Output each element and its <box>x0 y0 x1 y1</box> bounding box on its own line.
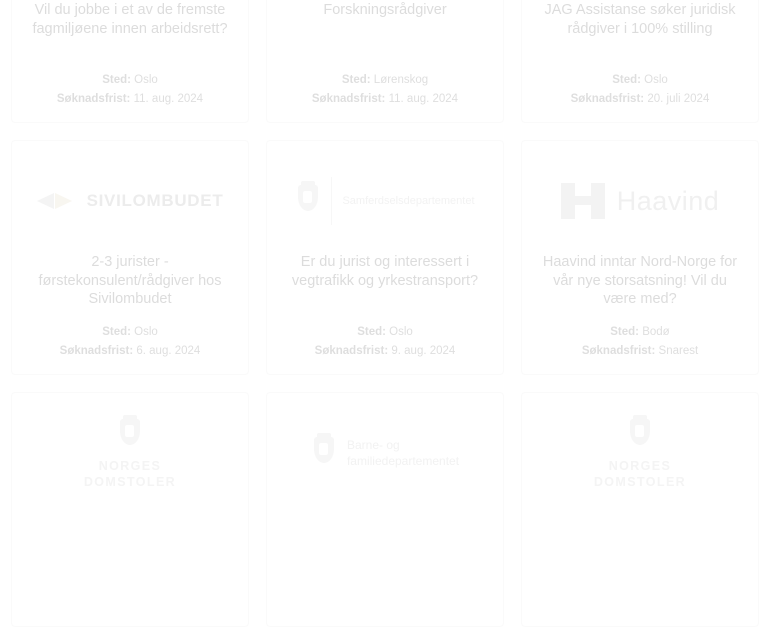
haavind-logo-text: Haavind <box>616 185 720 216</box>
job-location <box>60 323 201 341</box>
job-card[interactable] <box>11 140 249 375</box>
sivilombudet-logo-text: SIVILOMBUDET <box>86 191 224 210</box>
job-meta <box>582 323 698 362</box>
job-location <box>582 323 698 341</box>
job-deadline-label: Søknadsfrist: <box>311 92 386 105</box>
job-deadline-value: 9. aug. 2024 <box>391 344 456 357</box>
job-location-label: Sted: <box>610 326 640 339</box>
job-meta <box>60 323 201 362</box>
employer-logo <box>536 407 744 499</box>
norwegian-crest-icon <box>295 181 321 221</box>
logo-line-1: NORGES <box>98 459 162 474</box>
job-title: Vil du jobbe i et av de fremste fagmiljøene innen arbeidsrett? <box>32 2 228 37</box>
job-card[interactable] <box>266 140 504 375</box>
job-location-value: Oslo <box>134 74 158 87</box>
job-location-value: Oslo <box>389 326 413 339</box>
norges-domstoler-logo-text <box>84 459 176 490</box>
job-deadline <box>582 342 698 360</box>
job-deadline <box>571 90 710 108</box>
norges-domstoler-logo-text <box>594 459 686 490</box>
job-location <box>57 71 203 89</box>
job-title: Haavind inntar Nord-Norge for vår nye storsatsning! Vil du være med? <box>542 254 738 308</box>
job-card[interactable] <box>521 0 759 123</box>
job-deadline-value: 11. aug. 2024 <box>133 92 204 105</box>
job-deadline-label: Søknadsfrist: <box>56 92 131 105</box>
job-location <box>571 71 710 89</box>
barne-og-familiedepartementet-logo-text <box>347 437 459 469</box>
logo-divider <box>331 177 332 225</box>
logo-line-1: Barne- og <box>346 437 400 452</box>
employer-logo <box>26 407 234 499</box>
logo-line-2: DOMSTOLER <box>83 475 177 489</box>
sivilombudet-mark-icon <box>37 190 77 212</box>
job-meta <box>571 71 710 110</box>
employer-logo <box>536 155 744 247</box>
job-location-value: Lørenskog <box>373 74 429 87</box>
norwegian-crest-icon <box>627 415 653 455</box>
job-title: Er du jurist og interessert i vegtrafikk og yrkestransport? <box>291 254 479 289</box>
job-title: JAG Assistanse søker juridisk rådgiver i 100% stilling <box>544 2 736 37</box>
job-deadline-label: Søknadsfrist: <box>581 344 656 357</box>
norges-domstoler-logo <box>84 415 176 490</box>
job-card[interactable] <box>266 392 504 627</box>
job-location-label: Sted: <box>341 74 371 87</box>
job-deadline-label: Søknadsfrist: <box>59 344 134 357</box>
job-meta <box>57 71 203 110</box>
job-card[interactable] <box>11 392 249 627</box>
job-location-label: Sted: <box>102 326 131 339</box>
job-deadline <box>57 90 203 108</box>
samferdselsdepartementet-logo-text: Samferdselsdepartementet <box>342 194 475 207</box>
employer-logo <box>26 155 234 247</box>
job-title: Forskningsrådgiver <box>323 2 447 18</box>
job-meta <box>315 323 456 362</box>
job-deadline <box>312 90 458 108</box>
job-card[interactable] <box>521 140 759 375</box>
job-location <box>312 71 458 89</box>
job-deadline-value: 6. aug. 2024 <box>136 344 201 357</box>
job-deadline-value: 11. aug. 2024 <box>388 92 459 105</box>
job-deadline-value: Snarest <box>658 344 699 357</box>
job-location-label: Sted: <box>612 74 641 87</box>
job-card[interactable] <box>521 392 759 627</box>
job-deadline-value: 20. juli 2024 <box>647 92 710 105</box>
job-location-value: Bodø <box>642 326 670 339</box>
job-card[interactable] <box>11 0 249 123</box>
employer-logo <box>281 155 489 247</box>
job-location-label: Sted: <box>357 326 386 339</box>
barne-og-familiedepartementet-logo <box>311 433 459 473</box>
norwegian-crest-icon <box>117 415 143 455</box>
job-title: 2-3 jurister - førstekonsulent/rådgiver hos Sivilombudet <box>38 254 222 308</box>
job-location-label: Sted: <box>102 74 131 87</box>
employer-logo <box>281 407 489 499</box>
logo-line-1: NORGES <box>608 459 672 474</box>
logo-line-2: familiedepartementet <box>346 454 460 468</box>
job-meta <box>312 71 458 110</box>
haavind-mark-icon <box>561 183 605 219</box>
job-deadline <box>315 342 456 360</box>
job-location-value: Oslo <box>134 326 158 339</box>
norwegian-crest-icon <box>311 433 337 473</box>
job-deadline-label: Søknadsfrist: <box>314 344 389 357</box>
job-deadline-label: Søknadsfrist: <box>570 92 645 105</box>
logo-line-2: DOMSTOLER <box>593 475 687 489</box>
haavind-logo <box>561 183 720 219</box>
job-card[interactable] <box>266 0 504 123</box>
samferdselsdepartementet-logo <box>295 177 474 225</box>
norges-domstoler-logo <box>594 415 686 490</box>
job-location-value: Oslo <box>644 74 668 87</box>
job-card-grid <box>11 0 757 627</box>
job-deadline <box>60 342 201 360</box>
job-location <box>315 323 456 341</box>
sivilombudet-logo <box>37 190 224 212</box>
